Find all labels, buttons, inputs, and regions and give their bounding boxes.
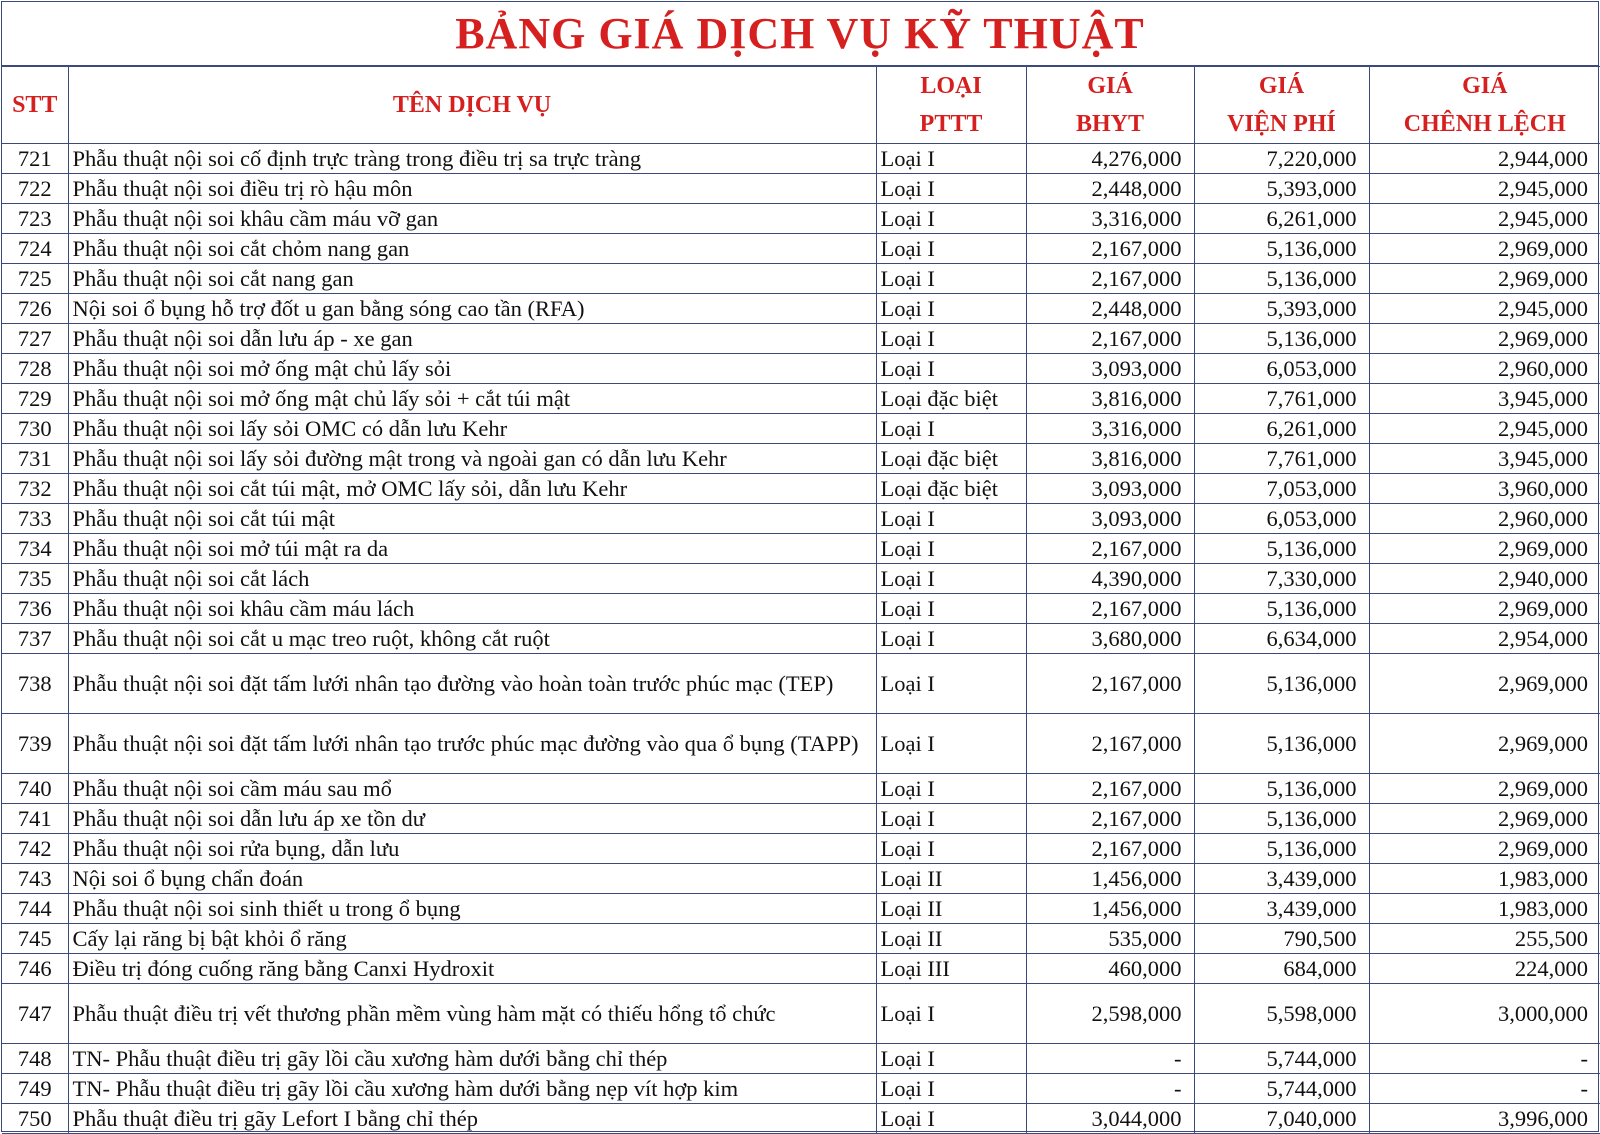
cell-stt: 737	[2, 624, 68, 654]
cell-price-diff: 224,000	[1369, 954, 1600, 984]
cell-price-diff: 2,960,000	[1369, 354, 1600, 384]
cell-price-bhyt: -	[1026, 1044, 1194, 1074]
cell-price-diff: 2,969,000	[1369, 264, 1600, 294]
cell-service-name: Phẫu thuật nội soi đặt tấm lưới nhân tạo đường vào hoàn toàn trước phúc mạc (TEP)	[68, 654, 876, 714]
cell-type: Loại II	[876, 894, 1026, 924]
table-row	[2, 894, 1600, 924]
table-row	[2, 324, 1600, 354]
cell-price-diff: 2,954,000	[1369, 624, 1600, 654]
table-row	[2, 654, 1600, 714]
cell-price-vp: 684,000	[1194, 954, 1369, 984]
cell-stt: 747	[2, 984, 68, 1044]
cell-type: Loại I	[876, 834, 1026, 864]
table-row	[2, 414, 1600, 444]
cell-price-bhyt: 2,167,000	[1026, 264, 1194, 294]
cell-price-vp: 5,598,000	[1194, 984, 1369, 1044]
cell-price-diff: 1,983,000	[1369, 894, 1600, 924]
cell-service-name: Phẫu thuật nội soi cắt túi mật, mở OMC lấy sỏi, dẫn lưu Kehr	[68, 474, 876, 504]
cell-type: Loại I	[876, 804, 1026, 834]
cell-price-vp: 5,136,000	[1194, 264, 1369, 294]
cell-price-bhyt: 2,167,000	[1026, 654, 1194, 714]
cell-price-bhyt: 2,167,000	[1026, 804, 1194, 834]
cell-price-diff: 2,969,000	[1369, 804, 1600, 834]
cell-price-diff: 2,969,000	[1369, 834, 1600, 864]
cell-type: Loại I	[876, 234, 1026, 264]
cell-type: Loại I	[876, 714, 1026, 774]
cell-price-vp: 7,761,000	[1194, 384, 1369, 414]
header-vp-line1: GIÁ	[1195, 67, 1369, 105]
cell-price-bhyt: 2,167,000	[1026, 234, 1194, 264]
cell-stt: 744	[2, 894, 68, 924]
cell-service-name: Phẫu thuật nội soi cắt túi mật	[68, 504, 876, 534]
table-row	[2, 1104, 1600, 1134]
header-bhyt-line2: BHYT	[1027, 105, 1194, 143]
cell-service-name: Phẫu thuật nội soi lấy sỏi đường mật trong và ngoài gan có dẫn lưu Kehr	[68, 444, 876, 474]
cell-stt: 726	[2, 294, 68, 324]
table-row	[2, 294, 1600, 324]
cell-stt: 727	[2, 324, 68, 354]
cell-service-name: Cấy lại răng bị bật khỏi ổ răng	[68, 924, 876, 954]
cell-price-vp: 6,261,000	[1194, 204, 1369, 234]
cell-service-name: Phẫu thuật nội soi cắt u mạc treo ruột, không cắt ruột	[68, 624, 876, 654]
cell-type: Loại I	[876, 324, 1026, 354]
cell-stt: 733	[2, 504, 68, 534]
cell-price-vp: 7,040,000	[1194, 1104, 1369, 1134]
table-row	[2, 804, 1600, 834]
table-row	[2, 954, 1600, 984]
cell-stt: 736	[2, 594, 68, 624]
table-row	[2, 774, 1600, 804]
cell-price-diff: 2,944,000	[1369, 144, 1600, 174]
cell-type: Loại I	[876, 354, 1026, 384]
cell-price-bhyt: 3,044,000	[1026, 1104, 1194, 1134]
cell-type: Loại I	[876, 624, 1026, 654]
cell-price-diff: 3,945,000	[1369, 384, 1600, 414]
cell-price-bhyt: 3,680,000	[1026, 624, 1194, 654]
cell-service-name: Nội soi ổ bụng chẩn đoán	[68, 864, 876, 894]
table-row	[2, 444, 1600, 474]
cell-price-diff: 2,960,000	[1369, 504, 1600, 534]
cell-service-name: Phẫu thuật nội soi mở ống mật chủ lấy sỏi	[68, 354, 876, 384]
cell-price-diff: 3,996,000	[1369, 1104, 1600, 1134]
table-header-row	[2, 67, 1600, 144]
table-row	[2, 144, 1600, 174]
cell-price-bhyt: 3,093,000	[1026, 504, 1194, 534]
cell-service-name: Điều trị đóng cuống răng bằng Canxi Hydroxit	[68, 954, 876, 984]
cell-stt: 738	[2, 654, 68, 714]
cell-price-vp: 5,744,000	[1194, 1074, 1369, 1104]
cell-price-vp: 7,053,000	[1194, 474, 1369, 504]
cell-service-name: Phẫu thuật nội soi sinh thiết u trong ổ bụng	[68, 894, 876, 924]
header-type	[876, 67, 1026, 144]
cell-stt: 739	[2, 714, 68, 774]
cell-stt: 732	[2, 474, 68, 504]
cell-price-vp: 5,136,000	[1194, 834, 1369, 864]
header-stt: STT	[2, 67, 68, 144]
cell-type: Loại I	[876, 174, 1026, 204]
table-row	[2, 924, 1600, 954]
cell-type: Loại I	[876, 534, 1026, 564]
cell-price-diff: 2,969,000	[1369, 234, 1600, 264]
cell-service-name: Phẫu thuật nội soi khâu cầm máu lách	[68, 594, 876, 624]
cell-type: Loại II	[876, 864, 1026, 894]
header-type-line1: LOẠI	[877, 67, 1026, 105]
cell-price-vp: 6,634,000	[1194, 624, 1369, 654]
cell-stt: 743	[2, 864, 68, 894]
cell-stt: 745	[2, 924, 68, 954]
cell-stt: 724	[2, 234, 68, 264]
cell-service-name: Phẫu thuật nội soi cắt nang gan	[68, 264, 876, 294]
cell-price-diff: 2,969,000	[1369, 714, 1600, 774]
cell-price-bhyt: 2,598,000	[1026, 984, 1194, 1044]
cell-price-vp: 3,439,000	[1194, 894, 1369, 924]
header-cl	[1369, 67, 1600, 144]
cell-price-bhyt: 4,390,000	[1026, 564, 1194, 594]
cell-price-bhyt: 3,816,000	[1026, 384, 1194, 414]
cell-price-bhyt: 1,456,000	[1026, 894, 1194, 924]
cell-price-diff: 2,945,000	[1369, 414, 1600, 444]
cell-price-vp: 6,053,000	[1194, 504, 1369, 534]
cell-type: Loại I	[876, 294, 1026, 324]
cell-price-vp: 5,136,000	[1194, 654, 1369, 714]
cell-price-diff: 3,960,000	[1369, 474, 1600, 504]
cell-type: Loại I	[876, 414, 1026, 444]
table-row	[2, 264, 1600, 294]
table-row	[2, 474, 1600, 504]
cell-type: Loại đặc biệt	[876, 474, 1026, 504]
cell-price-diff: 2,969,000	[1369, 654, 1600, 714]
cell-price-bhyt: 3,316,000	[1026, 204, 1194, 234]
cell-price-vp: 6,261,000	[1194, 414, 1369, 444]
cell-stt: 725	[2, 264, 68, 294]
cell-price-vp: 5,393,000	[1194, 294, 1369, 324]
cell-type: Loại I	[876, 204, 1026, 234]
header-name: TÊN DỊCH VỤ	[68, 67, 876, 144]
table-body	[2, 144, 1600, 1134]
header-vp-line2: VIỆN PHÍ	[1195, 105, 1369, 143]
cell-service-name: TN- Phẫu thuật điều trị gãy lồi cầu xương hàm dưới bằng chỉ thép	[68, 1044, 876, 1074]
header-cl-line1: GIÁ	[1370, 67, 1600, 105]
cell-price-diff: 2,969,000	[1369, 774, 1600, 804]
cell-price-vp: 7,761,000	[1194, 444, 1369, 474]
table-row	[2, 594, 1600, 624]
cell-price-diff: 2,969,000	[1369, 324, 1600, 354]
table-row	[2, 834, 1600, 864]
cell-stt: 722	[2, 174, 68, 204]
cell-stt: 723	[2, 204, 68, 234]
table-row	[2, 504, 1600, 534]
cell-service-name: Phẫu thuật nội soi mở ống mật chủ lấy sỏi + cắt túi mật	[68, 384, 876, 414]
cell-service-name: TN- Phẫu thuật điều trị gãy lồi cầu xương hàm dưới bằng nẹp vít hợp kim	[68, 1074, 876, 1104]
cell-stt: 729	[2, 384, 68, 414]
cell-service-name: Phẫu thuật nội soi cắt lách	[68, 564, 876, 594]
cell-service-name: Phẫu thuật điều trị gãy Lefort I bằng chỉ thép	[68, 1104, 876, 1134]
price-table	[2, 66, 1600, 1134]
cell-price-diff: 2,945,000	[1369, 204, 1600, 234]
table-row	[2, 384, 1600, 414]
page-title: BẢNG GIÁ DỊCH VỤ KỸ THUẬT	[2, 2, 1598, 66]
cell-price-bhyt: 2,167,000	[1026, 714, 1194, 774]
table-row	[2, 234, 1600, 264]
cell-price-vp: 5,136,000	[1194, 234, 1369, 264]
cell-price-bhyt: 2,167,000	[1026, 594, 1194, 624]
cell-price-diff: -	[1369, 1044, 1600, 1074]
cell-price-diff: -	[1369, 1074, 1600, 1104]
cell-price-diff: 2,969,000	[1369, 594, 1600, 624]
cell-type: Loại I	[876, 564, 1026, 594]
cell-price-bhyt: 2,448,000	[1026, 294, 1194, 324]
table-row	[2, 534, 1600, 564]
cell-type: Loại I	[876, 1104, 1026, 1134]
cell-price-vp: 5,136,000	[1194, 594, 1369, 624]
cell-type: Loại I	[876, 504, 1026, 534]
table-row	[2, 714, 1600, 774]
cell-price-diff: 3,000,000	[1369, 984, 1600, 1044]
cell-type: Loại I	[876, 654, 1026, 714]
header-type-line2: PTTT	[877, 105, 1026, 143]
cell-stt: 721	[2, 144, 68, 174]
cell-type: Loại đặc biệt	[876, 444, 1026, 474]
cell-type: Loại II	[876, 924, 1026, 954]
cell-price-bhyt: -	[1026, 1074, 1194, 1104]
cell-price-vp: 6,053,000	[1194, 354, 1369, 384]
cell-stt: 734	[2, 534, 68, 564]
cell-type: Loại I	[876, 774, 1026, 804]
header-vp	[1194, 67, 1369, 144]
cell-price-vp: 790,500	[1194, 924, 1369, 954]
cell-stt: 730	[2, 414, 68, 444]
table-row	[2, 624, 1600, 654]
cell-stt: 740	[2, 774, 68, 804]
table-row	[2, 564, 1600, 594]
cell-price-diff: 2,940,000	[1369, 564, 1600, 594]
cell-price-vp: 5,136,000	[1194, 804, 1369, 834]
cell-type: Loại I	[876, 1044, 1026, 1074]
cell-service-name: Phẫu thuật nội soi cắt chỏm nang gan	[68, 234, 876, 264]
cell-price-diff: 255,500	[1369, 924, 1600, 954]
cell-stt: 735	[2, 564, 68, 594]
table-row	[2, 864, 1600, 894]
cell-service-name: Phẫu thuật nội soi khâu cầm máu vỡ gan	[68, 204, 876, 234]
cell-stt: 731	[2, 444, 68, 474]
cell-price-bhyt: 1,456,000	[1026, 864, 1194, 894]
table-row	[2, 204, 1600, 234]
table-row	[2, 984, 1600, 1044]
cell-service-name: Phẫu thuật nội soi đặt tấm lưới nhân tạo trước phúc mạc đường vào qua ổ bụng (TAPP)	[68, 714, 876, 774]
cell-price-vp: 5,136,000	[1194, 324, 1369, 354]
cell-type: Loại I	[876, 264, 1026, 294]
cell-price-vp: 5,744,000	[1194, 1044, 1369, 1074]
cell-service-name: Phẫu thuật nội soi điều trị rò hậu môn	[68, 174, 876, 204]
cell-service-name: Phẫu thuật nội soi dẫn lưu áp xe tồn dư	[68, 804, 876, 834]
table-row	[2, 1074, 1600, 1104]
cell-service-name: Phẫu thuật nội soi dẫn lưu áp - xe gan	[68, 324, 876, 354]
table-row	[2, 354, 1600, 384]
price-document	[1, 1, 1599, 1132]
header-bhyt-line1: GIÁ	[1027, 67, 1194, 105]
cell-price-bhyt: 4,276,000	[1026, 144, 1194, 174]
cell-price-vp: 5,393,000	[1194, 174, 1369, 204]
cell-price-bhyt: 3,316,000	[1026, 414, 1194, 444]
cell-price-bhyt: 2,167,000	[1026, 834, 1194, 864]
cell-price-vp: 7,330,000	[1194, 564, 1369, 594]
cell-stt: 728	[2, 354, 68, 384]
cell-type: Loại I	[876, 144, 1026, 174]
cell-price-diff: 3,945,000	[1369, 444, 1600, 474]
cell-service-name: Phẫu thuật nội soi cố định trực tràng trong điều trị sa trực tràng	[68, 144, 876, 174]
table-row	[2, 1044, 1600, 1074]
cell-stt: 749	[2, 1074, 68, 1104]
cell-price-diff: 2,969,000	[1369, 534, 1600, 564]
cell-price-diff: 2,945,000	[1369, 294, 1600, 324]
cell-price-bhyt: 2,448,000	[1026, 174, 1194, 204]
cell-service-name: Phẫu thuật nội soi mở túi mật ra da	[68, 534, 876, 564]
cell-service-name: Nội soi ổ bụng hỗ trợ đốt u gan bằng sóng cao tần (RFA)	[68, 294, 876, 324]
header-bhyt	[1026, 67, 1194, 144]
cell-price-bhyt: 460,000	[1026, 954, 1194, 984]
cell-price-vp: 7,220,000	[1194, 144, 1369, 174]
header-cl-line2: CHÊNH LỆCH	[1370, 105, 1600, 143]
cell-service-name: Phẫu thuật nội soi lấy sỏi OMC có dẫn lưu Kehr	[68, 414, 876, 444]
cell-price-bhyt: 2,167,000	[1026, 534, 1194, 564]
cell-type: Loại I	[876, 594, 1026, 624]
cell-price-vp: 3,439,000	[1194, 864, 1369, 894]
cell-price-bhyt: 3,093,000	[1026, 474, 1194, 504]
cell-type: Loại I	[876, 1074, 1026, 1104]
cell-service-name: Phẫu thuật nội soi rửa bụng, dẫn lưu	[68, 834, 876, 864]
cell-stt: 748	[2, 1044, 68, 1074]
cell-stt: 741	[2, 804, 68, 834]
cell-price-diff: 1,983,000	[1369, 864, 1600, 894]
table-row	[2, 174, 1600, 204]
cell-type: Loại đặc biệt	[876, 384, 1026, 414]
cell-stt: 750	[2, 1104, 68, 1134]
cell-type: Loại I	[876, 984, 1026, 1044]
cell-service-name: Phẫu thuật nội soi cầm máu sau mổ	[68, 774, 876, 804]
cell-price-bhyt: 2,167,000	[1026, 324, 1194, 354]
cell-service-name: Phẫu thuật điều trị vết thương phần mềm vùng hàm mặt có thiếu hổng tổ chức	[68, 984, 876, 1044]
cell-price-bhyt: 2,167,000	[1026, 774, 1194, 804]
cell-price-vp: 5,136,000	[1194, 534, 1369, 564]
cell-stt: 742	[2, 834, 68, 864]
cell-price-diff: 2,945,000	[1369, 174, 1600, 204]
cell-stt: 746	[2, 954, 68, 984]
cell-price-vp: 5,136,000	[1194, 714, 1369, 774]
cell-price-bhyt: 3,093,000	[1026, 354, 1194, 384]
cell-price-vp: 5,136,000	[1194, 774, 1369, 804]
cell-price-bhyt: 535,000	[1026, 924, 1194, 954]
cell-price-bhyt: 3,816,000	[1026, 444, 1194, 474]
cell-type: Loại III	[876, 954, 1026, 984]
